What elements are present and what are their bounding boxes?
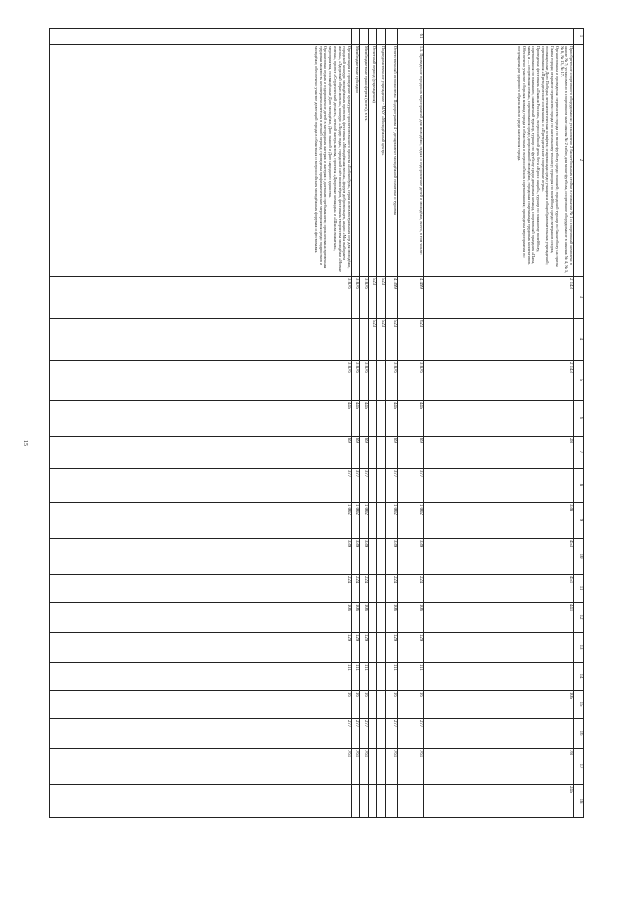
column-header: 4: [578, 337, 583, 341]
rotated-table-sheet: [49, 28, 584, 818]
value-cell: 78: [568, 750, 573, 755]
column-header: 11: [578, 585, 583, 591]
value-cell: 3 876: [392, 362, 397, 373]
value-cell: 89: [354, 438, 359, 443]
value-cell: 16: [418, 692, 423, 697]
value-cell: 445: [354, 402, 359, 410]
column-rule: [49, 538, 584, 539]
value-cell: 111: [354, 664, 359, 671]
value-cell: 16: [363, 692, 368, 697]
value-cell: 1 002: [346, 504, 351, 515]
value-cell: 523: [380, 320, 385, 328]
column-rule: [49, 602, 584, 603]
value-cell: 277: [418, 720, 423, 728]
value-cell: 761: [346, 750, 351, 758]
value-cell: 623: [418, 320, 423, 328]
value-cell: 2 143: [568, 362, 573, 373]
value-cell: 3 876: [346, 362, 351, 373]
column-header: 12: [578, 614, 583, 620]
column-rule: [49, 817, 584, 818]
value-cell: 3 876: [346, 278, 351, 289]
column-rule: [49, 574, 584, 575]
value-cell: 106: [363, 604, 368, 612]
value-cell: 111: [346, 664, 351, 671]
value-cell: 3 876: [418, 362, 423, 373]
value-cell: 277: [392, 720, 397, 728]
row-description: Межбюджетные субсидии: [355, 46, 360, 93]
value-cell: 377: [363, 470, 368, 478]
value-cell: 523: [371, 320, 376, 328]
column-rule: [49, 502, 584, 503]
value-cell: 3 876: [354, 278, 359, 289]
column-rule: [49, 468, 584, 469]
row-description: Ответственный исполнитель: Подпрограмма 4 - департамент молодёжной политики и туризма: [393, 46, 398, 215]
value-cell: 129: [363, 634, 368, 642]
value-cell: 377: [418, 470, 423, 478]
value-cell: 224: [418, 576, 423, 584]
value-cell: 277: [363, 720, 368, 728]
value-cell: 111: [392, 664, 397, 671]
row-rule: [49, 28, 50, 818]
value-cell: 1 002: [418, 504, 423, 515]
value-cell: 761: [392, 750, 397, 758]
value-cell: 106: [346, 604, 351, 612]
row-rule: [423, 28, 424, 818]
value-cell: 105: [568, 692, 573, 700]
row-description: Приобретение спортивного оборудования: установлено 2 баскетбольных стойки в гимназии № 1 и спортивный комплекс в школе № 7; установлено в спортивном зале школы № 2 табло для мини-футбола, спортивное оборудование в школах № 4, № 5, № 6, № 13, № 17. Организованы и проведены: первенство города по мини-футболу среди юношей; городской турнир по баскетболу на призы Главы города; открытое первенство города по настольному теннису; турниры по волейболу среди ветеранов спорта, посвященные Дню Победы; легкоатлетическая эстафета; спартакиада среди учащихся общеобразовательных учреждений; соревнования «Президентские состязания» и «Президентские спортивные игры». Проведены: фестиваль «Лыжня России», всероссийский день бега «Кросс наций», турнир по пляжному волейболу, соревнования по плаванию, шахматный турнир, турнир по футболу среди дворовых команд, спортивный праздник «Папа, мама, я — спортивная семья», соревнования среди допризывной молодёжи, городская спартакиада трудовых коллективов. Обеспечено участие сборных команд города в областных и всероссийских соревнованиях; проведены мероприятия по популяризации здорового образа жизни среди населения города.: [517, 46, 574, 274]
value-cell: 3 876: [363, 278, 368, 289]
value-cell: 129: [392, 634, 397, 642]
value-cell: 441: [568, 604, 573, 612]
value-cell: 523: [380, 278, 385, 286]
value-cell: 224: [392, 576, 397, 584]
value-cell: 129: [418, 634, 423, 642]
value-cell: 89: [392, 438, 397, 443]
column-rule: [49, 718, 584, 719]
value-cell: 111: [363, 664, 368, 671]
value-cell: 338: [568, 504, 573, 512]
row-description: 1.5. Проведение городских мероприятий для молодёжи, отдых и оздоровление детей и молодёжи, всего, в том числе:: [419, 46, 424, 255]
value-cell: 445: [418, 402, 423, 410]
column-header: 15: [578, 701, 583, 707]
value-cell: 129: [354, 634, 359, 642]
value-cell: 3 876: [363, 362, 368, 373]
value-cell: 453: [568, 540, 573, 548]
value-cell: 16: [346, 692, 351, 697]
value-cell: 4 499: [418, 278, 423, 289]
page-number: 15: [22, 440, 28, 446]
value-cell: 89: [418, 438, 423, 443]
value-cell: 451: [568, 576, 573, 584]
column-header: 13: [578, 644, 583, 650]
row-rule: [583, 28, 584, 818]
column-header: 14: [578, 673, 583, 679]
value-cell: 761: [363, 750, 368, 758]
value-cell: 445: [363, 402, 368, 410]
value-cell: 377: [354, 470, 359, 478]
value-cell: 16: [392, 692, 397, 697]
value-cell: 377: [346, 470, 351, 478]
column-header: 8: [578, 483, 583, 487]
value-cell: 523: [392, 320, 397, 328]
value-cell: 3 876: [354, 362, 359, 373]
value-cell: 28: [568, 438, 573, 443]
column-rule: [49, 318, 584, 319]
column-rule: [49, 662, 584, 663]
value-cell: 377: [392, 470, 397, 478]
row-number: 61: [418, 33, 423, 39]
value-cell: 1 002: [363, 504, 368, 515]
column-rule: [49, 276, 584, 277]
column-header: 16: [578, 730, 583, 736]
row-rule: [573, 28, 574, 818]
value-cell: 523: [371, 278, 376, 286]
column-rule: [49, 748, 584, 749]
column-rule: [49, 690, 584, 691]
value-cell: 339: [418, 540, 423, 548]
column-rule: [49, 44, 584, 45]
value-cell: 245: [568, 786, 573, 794]
value-cell: 2 143: [568, 278, 573, 289]
value-cell: 445: [392, 402, 397, 410]
column-rule: [49, 360, 584, 361]
value-cell: 16: [354, 692, 359, 697]
column-header: 3: [578, 295, 583, 299]
column-header: 17: [578, 763, 583, 769]
value-cell: 224: [346, 576, 351, 584]
row-rule: [397, 28, 398, 818]
column-rule: [49, 784, 584, 785]
value-cell: 1 002: [354, 504, 359, 515]
value-cell: 277: [346, 720, 351, 728]
value-cell: 111: [418, 664, 423, 671]
value-cell: 339: [392, 540, 397, 548]
value-cell: 89: [363, 438, 368, 443]
value-cell: 445: [346, 402, 351, 410]
value-cell: 1 002: [392, 504, 397, 515]
row-description: Отчетный период (учреждения): [372, 46, 377, 103]
column-header: 2: [578, 158, 583, 162]
row-description: Подведомственное учреждение - МАУ «Молодёжный центр»: [381, 46, 386, 156]
value-cell: 339: [363, 540, 368, 548]
column-header: 18: [578, 798, 583, 804]
value-cell: 761: [354, 750, 359, 758]
row-rule: [385, 28, 386, 818]
value-cell: 224: [354, 576, 359, 584]
row-description: Организация и проведение культурно-просветительского проекта «Библиобум», серия интеллектуальных игр для молодёжи, городской конкурс молодёжных проектов, фестиваль «Молодёжная весна», форум добровольцев, акции «Мы выбираем жизнь», «Здоровый образ жизни», конкурс «Лидер года», городской слёт волонтёров, фестиваль творчества молодёжи «Новые имена», проект «Студенческий десант», летний лагерь актива, проекты «Дворовые команды» и «Школа вожатых», мероприятия, посвящённые Дню молодёжи, Дню знаний и Дню народного единства. Организован отдых и оздоровление детей в загородных лагерях и лагерях с дневным пребыванием; организована временная трудовая занятость несовершеннолетних в летний период; проведены профилактические мероприятия среди подростков и молодёжи; обеспечено участие делегаций города в областных и всероссийских молодёжных форумах и фестивалях.: [314, 46, 352, 273]
column-header: 1: [578, 34, 583, 38]
row-rule: [351, 28, 352, 818]
value-cell: 106: [418, 604, 423, 612]
value-cell: 106: [392, 604, 397, 612]
value-cell: 106: [354, 604, 359, 612]
column-header: 5: [578, 378, 583, 382]
column-header: 7: [578, 450, 583, 454]
column-rule: [49, 632, 584, 633]
row-rule: [359, 28, 360, 818]
value-cell: 89: [346, 438, 351, 443]
row-description: Межбюджетные трансферты (всего), в т.ч.: [364, 46, 369, 122]
value-cell: 224: [363, 576, 368, 584]
value-cell: 339: [354, 540, 359, 548]
value-cell: 339: [346, 540, 351, 548]
column-rule: [49, 436, 584, 437]
column-header: 6: [578, 416, 583, 420]
value-cell: 277: [354, 720, 359, 728]
column-rule: [49, 400, 584, 401]
row-rule: [368, 28, 369, 818]
column-header: 10: [578, 553, 583, 559]
column-rule: [49, 28, 584, 29]
value-cell: 4 399: [392, 278, 397, 289]
row-rule: [376, 28, 377, 818]
value-cell: 129: [346, 634, 351, 642]
value-cell: 761: [418, 750, 423, 758]
column-header: 9: [578, 518, 583, 522]
